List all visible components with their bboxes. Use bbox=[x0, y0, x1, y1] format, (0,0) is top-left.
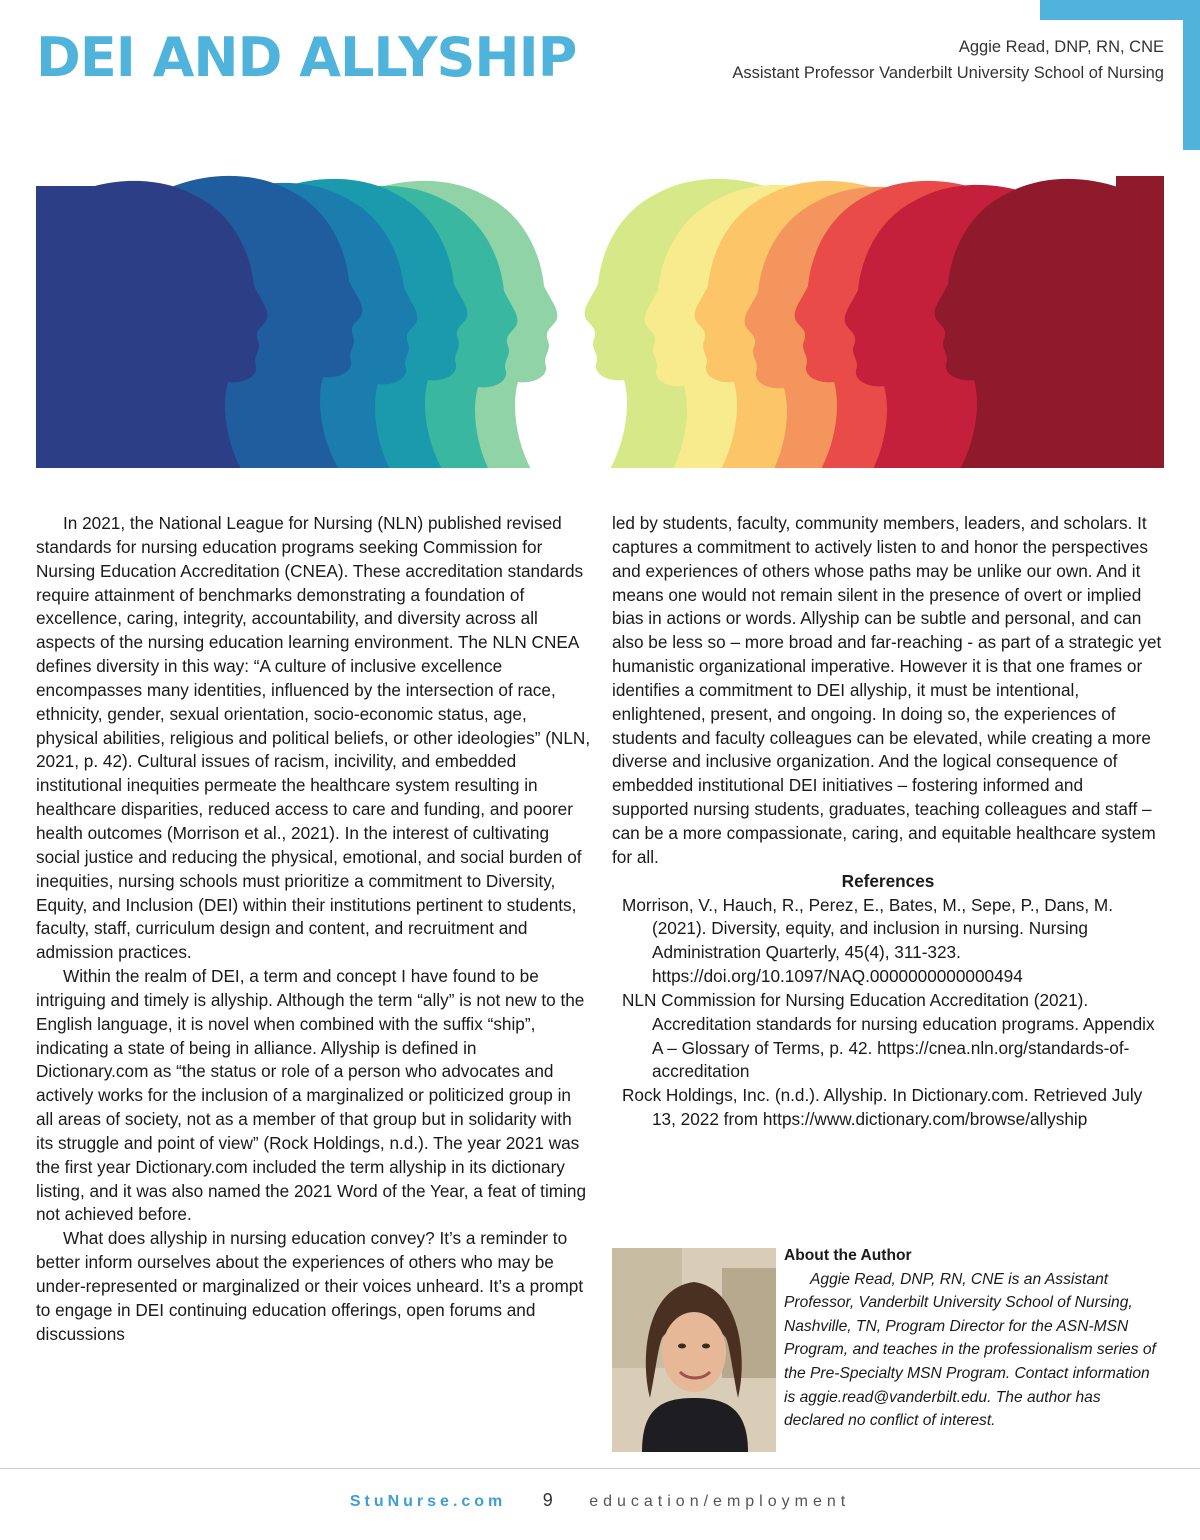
references-heading: References bbox=[841, 870, 935, 891]
author-affiliation-line: Assistant Professor Vanderbilt University School of Nursing bbox=[732, 64, 1164, 82]
right-profiles bbox=[585, 176, 1164, 468]
face-profile-silhouettes-illustration bbox=[36, 146, 1164, 468]
footer-site-link[interactable]: StuNurse.com bbox=[349, 1493, 507, 1510]
article-paragraph: led by students, faculty, community members, leaders, and scholars. It captures a commitment to actively listen to and honor the perspectives and experiences of others whose paths may be unlike our own. And it means one would not remain silent in the presence of overt or implied bias in actions or words. Allyship can be subtle and personal, and can also be less so – more broad and far-reaching - as part of a strategic yet humanistic organizational imperative. However it is that one frames or identifies a commitment to DEI allyship, it must be intentional, enlightened, present, and ongoing. In doing so, the experiences of students and faculty colleagues can be elevated, while creating a more diverse and inclusive organization. And the logical consequence of embedded institutional DEI initiatives – fostering informed and supported nursing students, graduates, teaching colleagues and staff – can be a more compassionate, caring, and equitable healthcare system for all. bbox=[612, 513, 1162, 867]
page-number: 9 bbox=[542, 1490, 553, 1510]
reference-item: Rock Holdings, Inc. (n.d.). Allyship. In Dictionary.com. Retrieved July 13, 2022 from https://www.dictionary.com/browse/allyship bbox=[622, 1085, 1143, 1130]
article-right-column bbox=[612, 512, 1164, 1132]
about-author-text: Aggie Read, DNP, RN, CNE is an Assistant Professor, Vanderbilt University School of Nursing, Nashville, TN, Program Director for the ASN-MSN Program, and teaches in the professionalism series of the Pre-Specialty MSN Program. Contact information is aggie.read@vanderbilt.edu. The author has declared no conflict of interest. bbox=[784, 1270, 1156, 1430]
article-paragraph: Within the realm of DEI, a term and concept I have found to be intriguing and timely is allyship. Although the term “ally” is not new to the English language, it is novel when combined with the suffix “ship”, indicating a state of being in alliance. Allyship is defined in Dictionary.com as “the status or role of a person who advocates and actively works for the inclusion of a marginalized or politicized group in all areas of society, not as a member of that group but in solidarity with its struggle and point of view” (Rock Holdings, n.d.). The year 2021 was the first year Dictionary.com included the term allyship in its dictionary listing, and it was also named the 2021 Word of the Year, a feat of timing not achieved before. bbox=[36, 966, 587, 1225]
about-the-author bbox=[784, 1244, 1164, 1433]
footer-section-label: education/employment bbox=[589, 1493, 851, 1510]
header-accent-side bbox=[1183, 0, 1200, 150]
page-footer bbox=[0, 1490, 1200, 1511]
article-left-column bbox=[36, 512, 592, 1347]
about-author-heading: About the Author bbox=[784, 1247, 912, 1264]
reference-item: Morrison, V., Hauch, R., Perez, E., Bates, M., Sepe, P., Dans, M. (2021). Diversity, equity, and inclusion in nursing. Nursing Administration Quarterly, 45(4), 311-323. https://doi.org/10.1097/NAQ.0000000000000494 bbox=[622, 894, 1113, 987]
left-profiles bbox=[36, 176, 557, 468]
footer-divider bbox=[0, 1468, 1200, 1469]
article-paragraph: What does allyship in nursing education convey? It’s a reminder to better inform ourselves about the experiences of others who may be under-represented or marginalized or their voices unheard. It’s a prompt to engage in DEI continuing education offerings, open forums and discussions bbox=[36, 1228, 584, 1344]
author-byline bbox=[732, 34, 1164, 86]
article-paragraph: In 2021, the National League for Nursing (NLN) published revised standards for nursing education programs seeking Commission for Nursing Education Accreditation (CNEA). These accreditation standards require attainment of benchmarks demonstrating a foundation of excellence, caring, integrity, accountability, and diversity across all aspects of the nursing education learning environment. The NLN CNEA defines diversity in this way: “A culture of inclusive excellence encompasses many identities, influenced by the intersection of race, ethnicity, gender, sexual orientation, socio-economic status, age, physical abilities, religious and political beliefs, or other ideologies” (NLN, 2021, p. 42). Cultural issues of racism, incivility, and embedded institutional inequities permeate the healthcare system resulting in healthcare disparities, reduced access to care and funding, and poorer health outcomes (Morrison et al., 2021). In the interest of cultivating social justice and reducing the physical, emotional, and social burden of inequities, nursing schools must prioritize a commitment to Diversity, Equity, and Inclusion (DEI) within their institutions pertinent to students, faculty, staff, curriculum design and content, and recruitment and admission practices. bbox=[36, 513, 591, 963]
author-name-line: Aggie Read, DNP, RN, CNE bbox=[958, 38, 1164, 56]
reference-item: NLN Commission for Nursing Education Accreditation (2021). Accreditation standards for nursing education programs. Appendix A – Glossary of Terms, p. 42. https://cnea.nln.org/standards-of-accreditation bbox=[622, 989, 1155, 1082]
page-title: DEI AND ALLYSHIP bbox=[36, 26, 577, 89]
author-portrait-photo bbox=[612, 1248, 776, 1452]
header-accent-bar bbox=[1040, 0, 1200, 20]
